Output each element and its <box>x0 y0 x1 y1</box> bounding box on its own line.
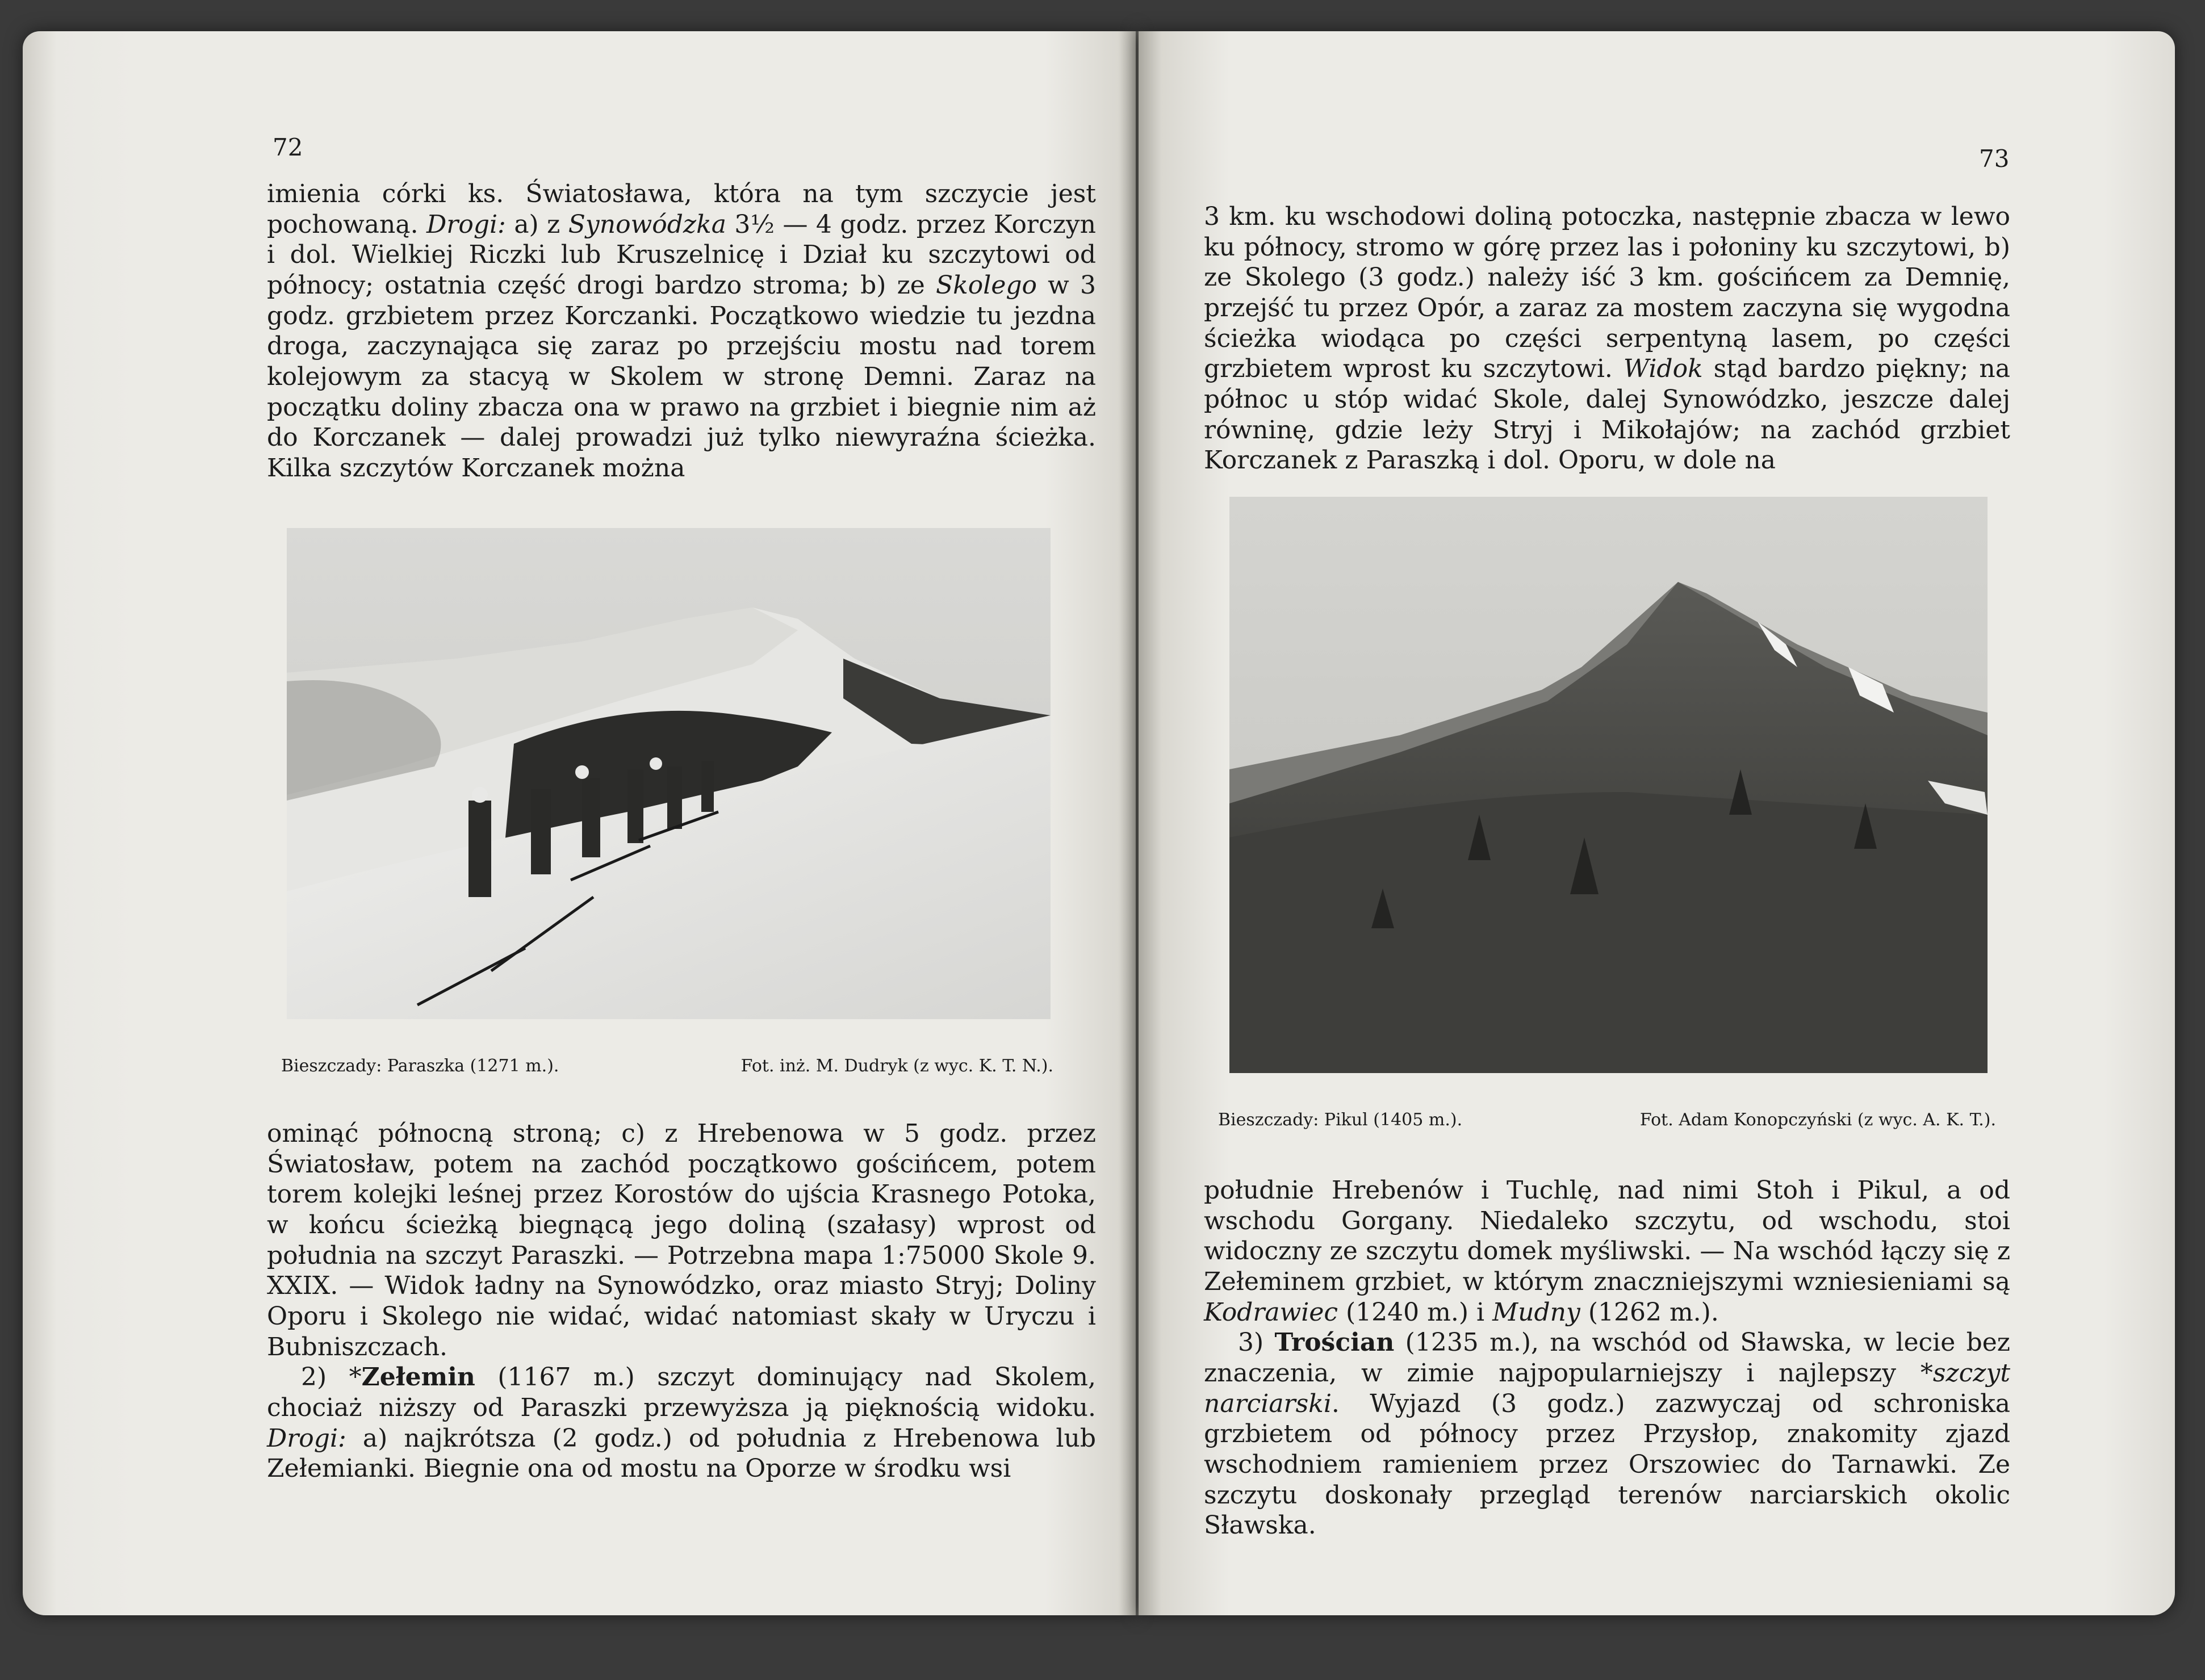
caption-credit: Fot. inż. M. Dudryk (z wyc. K. T. N.). <box>740 1056 1053 1076</box>
right-bottom-text <box>1204 1175 2010 1541</box>
right-bottom-paragraph-2: 3) Trościan (1235 m.), na wschód od Sławska, w lecie bez znaczenia, w zimie najpopularniejszy i najlepszy *szczyt narciarski. Wyjazd (3 godz.) zazwyczaj od schroniska grzbietem od północy przez Przysłop, znakomity zjazd wschodniem ramieniem przez Orszowiec do Tarnawki. Ze szczytu doskonały przegląd terenów narciarskich okolic Sławska. <box>1204 1328 2010 1540</box>
page-number: 72 <box>273 133 303 161</box>
caption-credit: Fot. Adam Konopczyński (z wyc. A. K. T.). <box>1639 1110 1996 1130</box>
caption-title: Bieszczady: Paraszka (1271 m.). <box>281 1056 559 1076</box>
photo-pikul-mountain <box>1229 497 1988 1073</box>
left-page <box>23 31 1136 1615</box>
right-bottom-paragraph-1: południe Hrebenów i Tuchlę, nad nimi Stoh i Pikul, a od wschodu Gorgany. Niedaleko szczytu, od wschodu, stoi widoczny ze szczytu domek myśliwski. — Na wschód łączy się z Zełeminem grzbiet, w którym znaczniejszymi wzniesieniami są Kodrawiec (1240 m.) i Mudny (1262 m.). <box>1204 1176 2010 1327</box>
right-page <box>1139 31 2175 1615</box>
photo-caption-left <box>281 1056 1053 1076</box>
left-top-paragraph: imienia córki ks. Światosława, która na tym szczycie jest pochowaną. Drogi: a) z Synowódzka 3½ — 4 godz. przez Korczyn i dol. Wielkiej Riczki lub Kruszelnicę i Dział ku szczytowi od północy; ostatnia część drogi bardzo stroma; b) ze Skolego w 3 godz. grzbietem przez Korczanki. Początkowo wiedzie tu jezdna droga, zaczynająca się zaraz po przejściu mostu nad torem kolejowym za stacyą w Skolem w stronę Demni. Zaraz na początku doliny zbacza ona w prawo na grzbiet i biegnie nim aż do Korczanek — dalej prowadzi już tylko niewyraźna ścieżka. Kilka szczytów Korczanek można <box>267 179 1096 483</box>
right-top-paragraph: 3 km. ku wschodowi doliną potoczka, następnie zbacza w lewo ku północy, stromo w górę przez las i połoniny ku szczytowi, b) ze Skolego (3 godz.) należy iść 3 km. gościńcem za Demnię, przejść tu przez Opór, a zaraz za mostem zaczyna się wygodna ścieżka wiodąca po części serpentyną lasem, po części grzbietem wprost ku szczytowi. Widok stąd bardzo piękny; na północ u stóp widać Skole, dalej Synowódzko, jeszcze dalej równinę, gdzie leży Stryj i Mikołajów; na zachód grzbiet Korczanek z Paraszką i dol. Oporu, w dole na <box>1204 202 2010 475</box>
caption-title: Bieszczady: Pikul (1405 m.). <box>1218 1110 1463 1130</box>
left-bottom-text <box>267 1118 1096 1484</box>
open-book <box>23 31 2175 1615</box>
photo-caption-right <box>1218 1110 1996 1130</box>
photo-paraszka-skiers <box>287 528 1051 1019</box>
page-number: 73 <box>1979 145 2010 173</box>
left-bottom-paragraph-1: ominąć północną stroną; c) z Hrebenowa w 5 godz. przez Światosław, potem na zachód początkowo gościńcem, potem torem kolejki leśnej przez Korostów do ujścia Krasnego Potoka, w końcu ścieżką biegnącą jego doliną (szałasy) wprost od południa na szczyt Paraszki. — Potrzebna mapa 1:75000 Skole 9. XXIX. — Widok ładny na Synowódzko, oraz miasto Stryj; Doliny Oporu i Skolego nie widać, widać natomiast skały w Uryczu i Bubniszczach. <box>267 1119 1096 1361</box>
left-bottom-paragraph-2: 2) *Zełemin (1167 m.) szczyt dominujący nad Skolem, chociaż niższy od Paraszki przewyższa ją pięknością widoku. Drogi: a) najkrótsza (2 godz.) od południa z Hrebenowa lub Zełemianki. Biegnie ona od mostu na Oporze w środku wsi <box>267 1363 1096 1484</box>
